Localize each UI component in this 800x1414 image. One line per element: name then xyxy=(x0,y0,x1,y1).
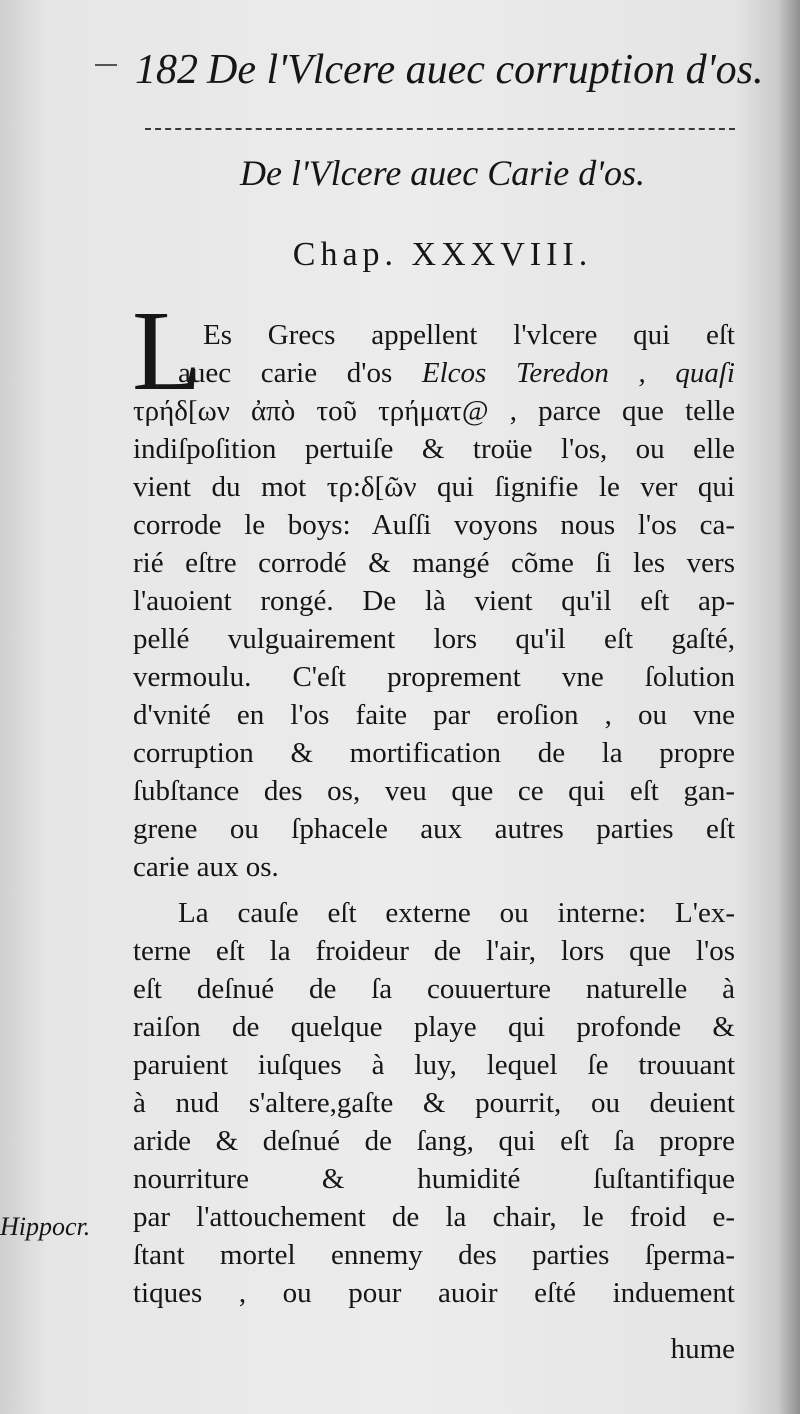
header-dash xyxy=(95,64,117,66)
text-line-20: paruient iuſques à luy, lequel ſe trouuant xyxy=(133,1049,735,1081)
header-rule xyxy=(145,128,735,130)
text-line-24: par l'attouchement de la chair, le froid e- xyxy=(133,1201,735,1233)
text-line-5: vient du mot τρ:δ[ῶν qui ſignifie le ver qui xyxy=(133,471,735,503)
text-line-6: corrode le boys: Auſſi voyons nous l'os ca- xyxy=(133,509,735,541)
text-line-18: eſt deſnué de ſa couuerture naturelle à xyxy=(133,973,735,1005)
margin-note: Hippocr. xyxy=(0,1212,91,1241)
text-line-17: terne eſt la froideur de l'air, lors que l'os xyxy=(133,935,735,967)
running-title: De l'Vlcere auec corruption d'os. xyxy=(207,47,764,93)
text-line-4: indiſpoſition pertuiſe & troüe l'os, ou elle xyxy=(133,433,735,465)
text-line-13: ſubſtance des os, veu que ce qui eſt gan- xyxy=(133,775,735,807)
text-line-23: nourriture & humidité ſuſtantifique xyxy=(133,1163,735,1195)
text-line-7: rié eſtre corrodé & mangé cõme ſi les vers xyxy=(133,547,735,579)
text-line-10: vermoulu. C'eſt proprement vne ſolution xyxy=(133,661,735,693)
text-line-16: La cauſe eſt externe ou interne: L'ex- xyxy=(178,897,735,929)
text-line-8: l'auoient rongé. De là vient qu'il eſt ap- xyxy=(133,585,735,617)
page-number: 182 xyxy=(135,47,198,93)
text-line-15: carie aux os. xyxy=(133,851,279,883)
drop-cap: L xyxy=(132,287,202,414)
text-line-1: Es Grecs appellent l'vlcere qui eſt xyxy=(203,319,735,351)
text-line-2 xyxy=(178,354,735,392)
text-line-12: corruption & mortification de la propre xyxy=(133,737,735,769)
page-edge-shadow xyxy=(778,0,800,1414)
text-line-25: ſtant mortel ennemy des parties ſperma- xyxy=(133,1239,735,1271)
text-line-26: tiques , ou pour auoir eſté induement xyxy=(133,1277,735,1309)
text-line-2-italic: Elcos Teredon , quaſi xyxy=(421,357,735,389)
text-line-9: pellé vulguairement lors qu'il eſt gaſté, xyxy=(133,623,735,655)
text-line-22: aride & deſnué de ſang, qui eſt ſa propre xyxy=(133,1125,735,1157)
chapter-heading: Chap. XXXVIII. xyxy=(292,236,593,273)
text-line-2-roman: auec carie d'os xyxy=(178,357,393,389)
text-line-19: raiſon de quelque playe qui profonde & xyxy=(133,1011,735,1043)
text-line-14: grene ou ſphacele aux autres parties eſt xyxy=(133,813,735,845)
text-line-21: à nud s'altere,gaſte & pourrit, ou deuient xyxy=(133,1087,735,1119)
running-header xyxy=(95,40,764,100)
text-line-3: τρήδ[ων ἀπὸ τοῦ τρήματ@ , parce que telle xyxy=(133,395,735,427)
catchword: hume xyxy=(670,1333,735,1365)
section-title: De l'Vlcere auec Carie d'os. xyxy=(240,153,645,193)
text-line-11: d'vnité en l'os faite par eroſion , ou vne xyxy=(133,699,735,731)
